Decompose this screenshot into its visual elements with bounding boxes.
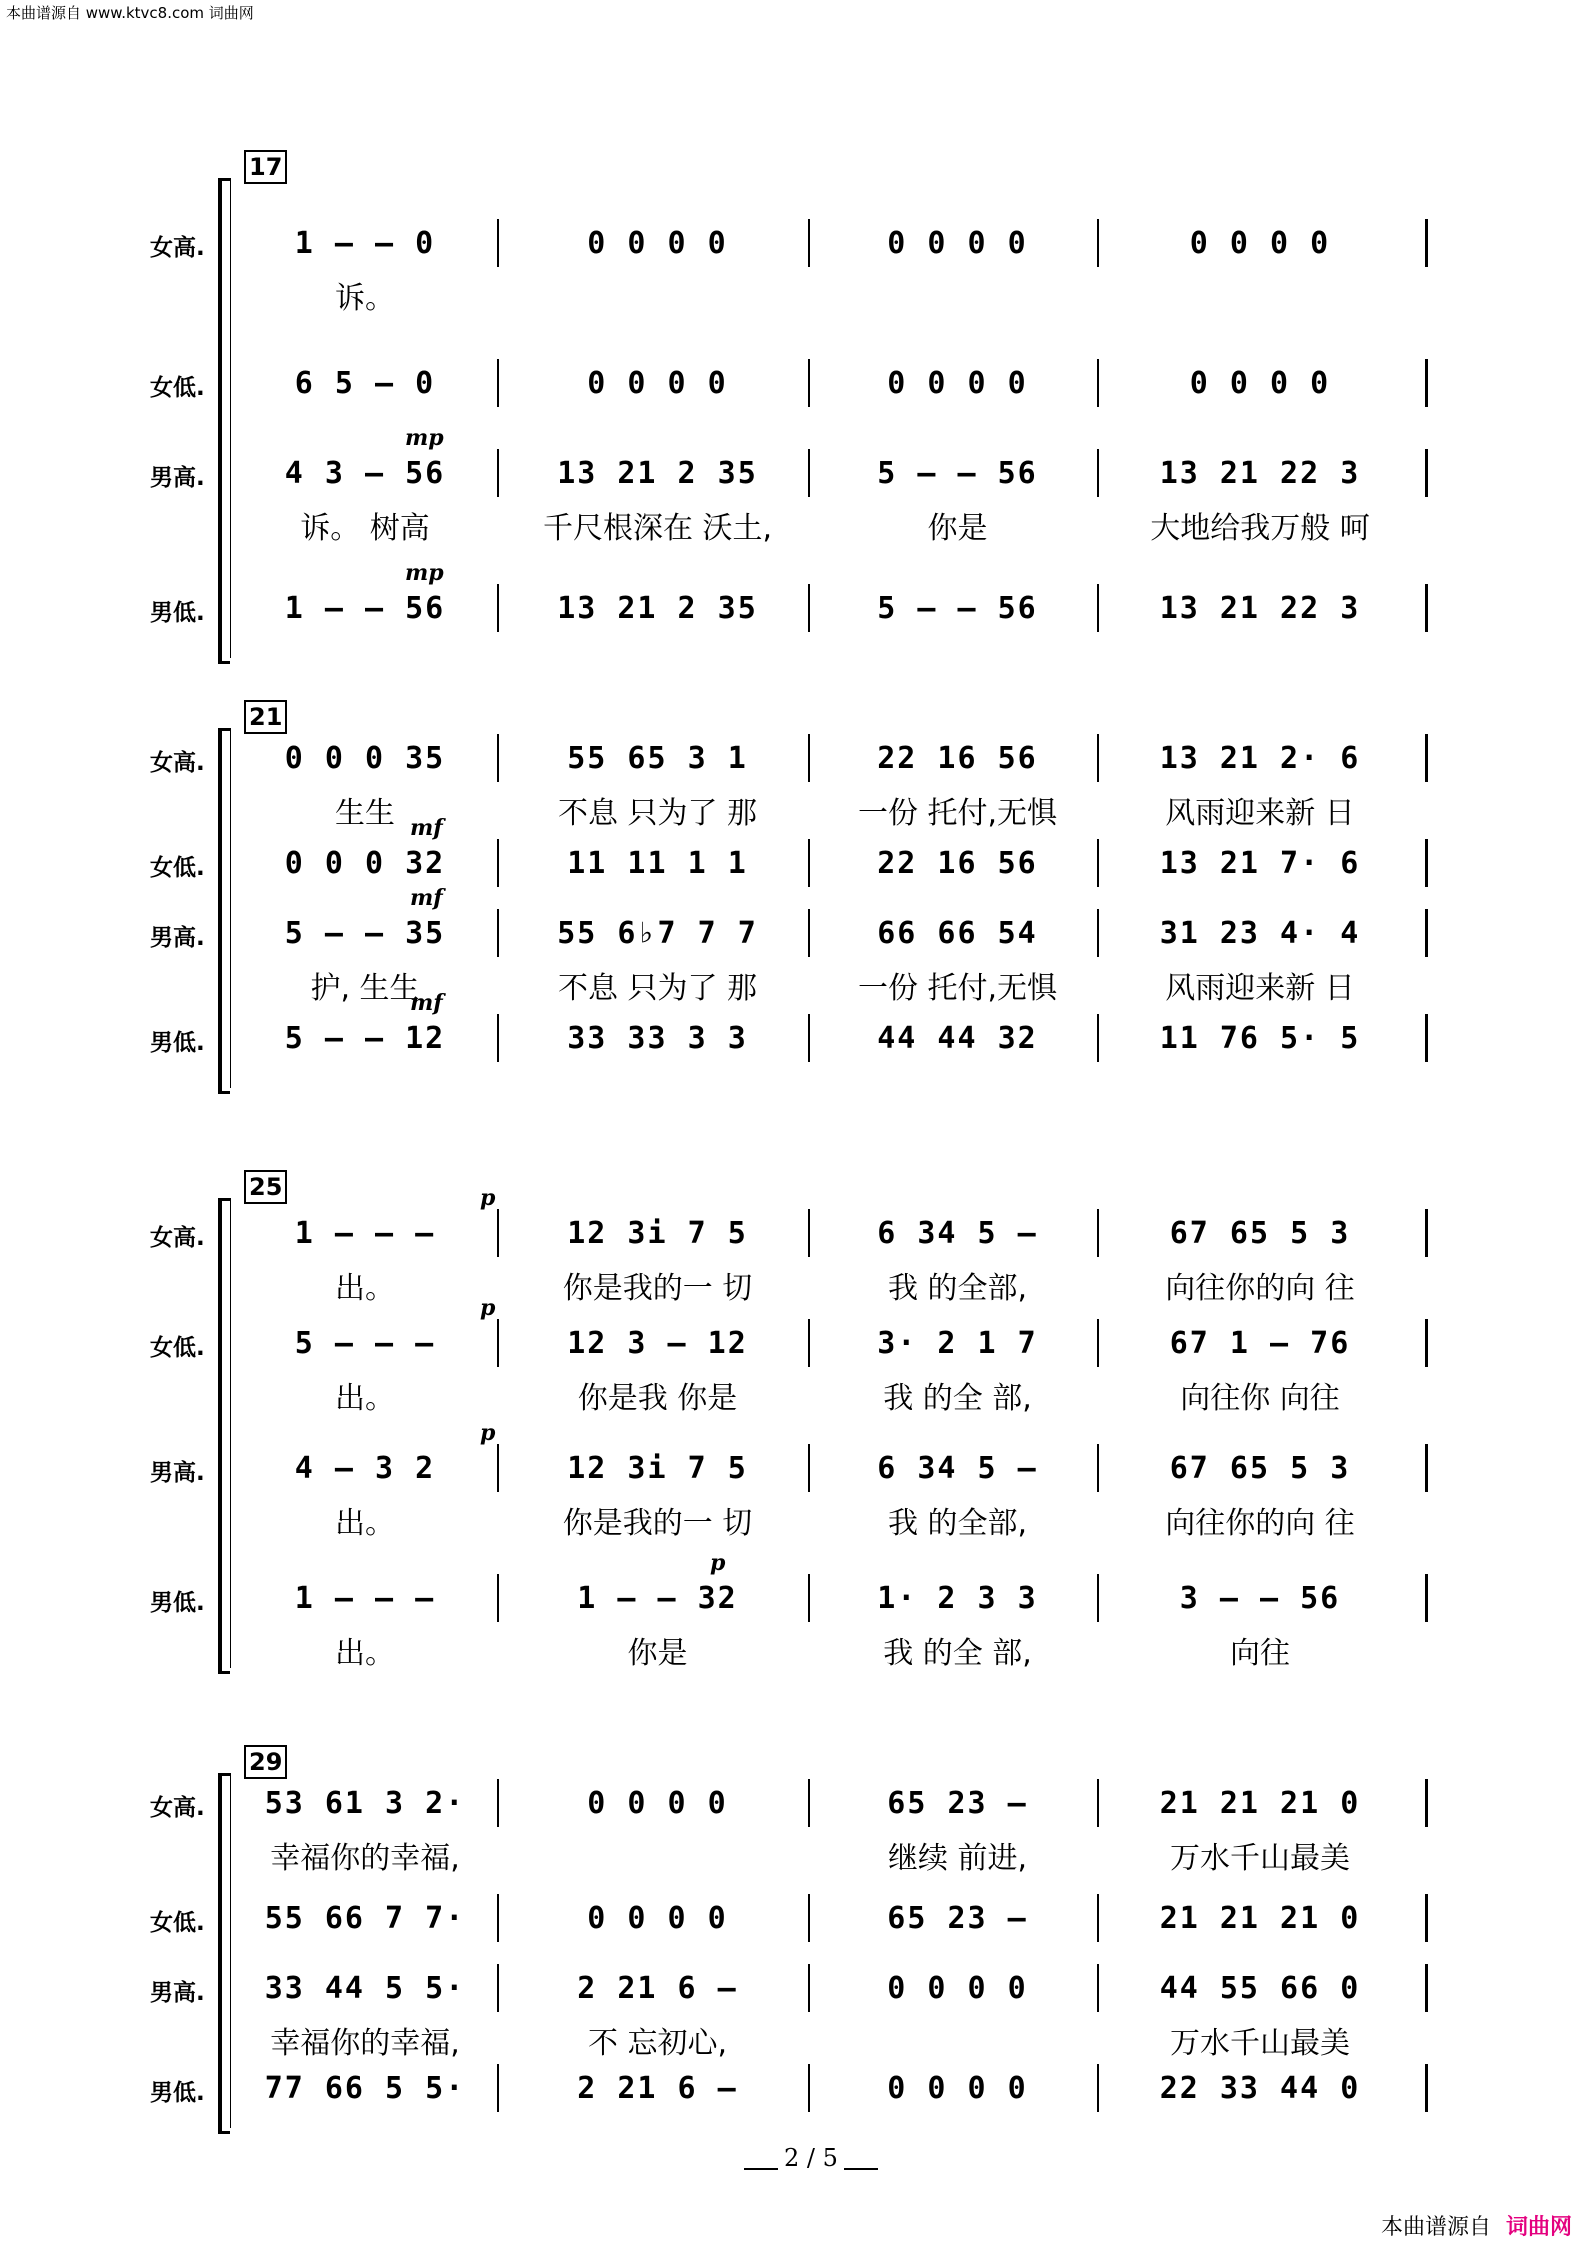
barline xyxy=(1425,219,1428,267)
barline xyxy=(497,449,499,497)
barline xyxy=(1097,839,1099,887)
barline xyxy=(1097,1319,1099,1367)
notation-row xyxy=(240,915,1450,955)
barline xyxy=(497,1444,499,1492)
lyric-text: 我 的全 部, xyxy=(883,1381,1032,1416)
barline xyxy=(1425,1894,1428,1942)
lyric-text: 向往 xyxy=(1230,1636,1290,1671)
lyric-text: 我 的全部, xyxy=(887,1271,1028,1306)
measure-number: 25 xyxy=(244,1170,287,1204)
notation-row xyxy=(240,2070,1450,2110)
barline xyxy=(497,1964,499,2012)
lyric-text: 千尺根深在 沃土, xyxy=(542,511,773,546)
measure: 0 0 0 0 xyxy=(587,1900,728,1936)
measure-number: 29 xyxy=(244,1745,287,1779)
notation-row xyxy=(240,590,1450,630)
notation-row xyxy=(240,1900,1450,1940)
system-barline-left xyxy=(230,1773,231,2128)
barline xyxy=(1425,839,1428,887)
measure: 12 3i 7 5 xyxy=(567,1215,748,1251)
measure: 21 21 21 0 xyxy=(1159,1900,1361,1936)
system-brace xyxy=(218,178,230,664)
measure: 31 23 4· 4 xyxy=(1159,915,1361,951)
measure: 22 16 56 xyxy=(877,845,1038,881)
measure: 3 – – 56 xyxy=(1179,1580,1341,1616)
barline xyxy=(808,1209,810,1257)
barline xyxy=(1425,449,1428,497)
system-barline-left xyxy=(230,178,231,658)
barline xyxy=(1425,359,1428,407)
lyric-text: 我 的全部, xyxy=(887,1506,1028,1541)
barline xyxy=(1097,219,1099,267)
lyrics-row xyxy=(240,273,1450,316)
measure: 6 34 5 – xyxy=(877,1215,1038,1251)
part-label-b: 男低. xyxy=(150,2080,205,2106)
lyric-text: 出。 xyxy=(335,1636,395,1671)
barline xyxy=(808,449,810,497)
lyrics-row xyxy=(240,1373,1450,1416)
lyric-text: 继续 前进, xyxy=(887,1841,1028,1876)
notation-row xyxy=(240,1325,1450,1365)
lyric-text: 出。 xyxy=(335,1506,395,1541)
measure: 3· 2 1 7 xyxy=(877,1325,1038,1361)
lyric-text: 诉。 xyxy=(335,281,395,316)
measure: 67 1 – 76 xyxy=(1169,1325,1351,1361)
measure-number: 21 xyxy=(244,700,287,734)
measure: 11 76 5· 5 xyxy=(1159,1020,1361,1056)
barline xyxy=(1425,2064,1428,2112)
notation-row xyxy=(240,225,1450,265)
measure: 13 21 2 35 xyxy=(557,455,758,491)
system-barline-left xyxy=(230,728,231,1088)
barline xyxy=(497,1894,499,1942)
lyrics-row xyxy=(240,1263,1450,1306)
measure: 0 0 0 0 xyxy=(887,365,1028,401)
dynamic-marking: mp xyxy=(405,560,444,586)
notation-row xyxy=(240,845,1450,885)
part-label-a: 女低. xyxy=(150,1910,205,1936)
barline xyxy=(808,839,810,887)
lyric-text: 万水千山最美 xyxy=(1170,1841,1350,1876)
measure: 21 21 21 0 xyxy=(1159,1785,1361,1821)
footer-watermark-text: 本曲谱源自 xyxy=(1380,2215,1491,2240)
measure: 4 3 – 56 xyxy=(284,455,446,491)
barline xyxy=(808,359,810,407)
lyric-text: 护, 生生 xyxy=(310,971,420,1006)
measure: 0 0 0 32 xyxy=(284,845,446,881)
barline xyxy=(497,584,499,632)
notation-row xyxy=(240,1020,1450,1060)
barline xyxy=(808,1894,810,1942)
measure: 5 – – 56 xyxy=(877,590,1038,626)
measure: 1 – – 56 xyxy=(284,590,446,626)
dynamic-marking: p xyxy=(480,1420,496,1446)
lyrics-row xyxy=(240,1628,1450,1671)
lyric-text: 幸福你的幸福, xyxy=(270,2026,460,2061)
system-barline-left xyxy=(230,1198,231,1668)
barline xyxy=(1425,584,1428,632)
barline xyxy=(1097,359,1099,407)
measure: 0 0 0 0 xyxy=(587,365,728,401)
measure: 5 – – – xyxy=(294,1325,436,1361)
lyric-text: 生生 xyxy=(335,796,395,831)
measure: 5 – – 56 xyxy=(877,455,1038,491)
notation-row xyxy=(240,365,1450,405)
part-label-s: 女高. xyxy=(150,1795,205,1821)
barline xyxy=(1097,1014,1099,1062)
notation-row xyxy=(240,455,1450,495)
lyric-text: 诉。 树高 xyxy=(300,511,430,546)
notation-row xyxy=(240,1970,1450,2010)
notation-row xyxy=(240,1785,1450,1825)
part-label-a: 女低. xyxy=(150,1335,205,1361)
system-brace xyxy=(218,1198,230,1674)
measure: 4 – 3 2 xyxy=(294,1450,436,1486)
barline xyxy=(1097,909,1099,957)
measure: 77 66 5 5· xyxy=(264,2070,466,2106)
barline xyxy=(808,1319,810,1367)
measure: 5 – – 35 xyxy=(284,915,446,951)
barline xyxy=(808,909,810,957)
part-label-b: 男低. xyxy=(150,1590,205,1616)
notation-row xyxy=(240,1215,1450,1255)
measure: 1 – – – xyxy=(294,1215,436,1251)
measure: 0 0 0 0 xyxy=(887,2070,1028,2106)
dynamic-marking: mf xyxy=(410,885,443,911)
measure: 22 33 44 0 xyxy=(1159,2070,1361,2106)
measure: 65 23 – xyxy=(887,1900,1028,1936)
measure: 13 21 2· 6 xyxy=(1159,740,1361,776)
barline xyxy=(497,734,499,782)
barline xyxy=(808,584,810,632)
system-brace xyxy=(218,728,230,1094)
lyric-text: 向往你 向往 xyxy=(1180,1381,1340,1416)
lyrics-row xyxy=(240,1498,1450,1541)
measure: 0 0 0 0 xyxy=(887,225,1028,261)
measure: 55 6♭7 7 7 xyxy=(557,915,758,951)
barline xyxy=(1425,1014,1428,1062)
lyric-text: 出。 xyxy=(335,1381,395,1416)
measure: 12 3 – 12 xyxy=(567,1325,748,1361)
measure: 13 21 22 3 xyxy=(1159,590,1361,626)
footer-watermark xyxy=(1381,2210,1572,2241)
lyric-text: 向往你的向 往 xyxy=(1165,1506,1355,1541)
lyric-text: 万水千山最美 xyxy=(1170,2026,1350,2061)
barline xyxy=(808,1779,810,1827)
measure: 1· 2 3 3 xyxy=(877,1580,1038,1616)
part-label-a: 女低. xyxy=(150,855,205,881)
lyric-text: 不息 只为了 那 xyxy=(557,971,758,1006)
measure: 67 65 5 3 xyxy=(1169,1450,1351,1486)
barline xyxy=(1097,1894,1099,1942)
measure: 6 34 5 – xyxy=(877,1450,1038,1486)
lyric-text: 我 的全 部, xyxy=(883,1636,1032,1671)
measure: 2 21 6 – xyxy=(577,2070,738,2106)
measure: 67 65 5 3 xyxy=(1169,1215,1351,1251)
page-number: 2 / 5 xyxy=(738,2144,884,2172)
barline xyxy=(808,1574,810,1622)
measure: 11 11 1 1 xyxy=(567,845,748,881)
measure: 66 66 54 xyxy=(877,915,1038,951)
header-watermark: 本曲谱源自 www.ktvc8.com 词曲网 xyxy=(6,4,254,22)
system-brace xyxy=(218,1773,230,2134)
lyric-text: 风雨迎来新 日 xyxy=(1165,796,1355,831)
part-label-t: 男高. xyxy=(150,465,205,491)
lyrics-row xyxy=(240,503,1450,546)
lyric-text: 不息 只为了 那 xyxy=(557,796,758,831)
footer-watermark-brand: 词曲网 xyxy=(1505,2215,1572,2240)
dynamic-marking: p xyxy=(480,1185,496,1211)
measure: 44 55 66 0 xyxy=(1159,1970,1361,2006)
lyric-text: 你是我的一 切 xyxy=(562,1271,753,1306)
measure: 33 33 3 3 xyxy=(567,1020,748,1056)
measure: 13 21 2 35 xyxy=(557,590,758,626)
measure-number: 17 xyxy=(244,150,287,184)
measure: 0 0 0 0 xyxy=(587,225,728,261)
measure: 13 21 7· 6 xyxy=(1159,845,1361,881)
barline xyxy=(1097,449,1099,497)
measure: 33 44 5 5· xyxy=(264,1970,466,2006)
measure: 0 0 0 0 xyxy=(1189,365,1331,401)
lyric-text: 你是我的一 切 xyxy=(562,1506,753,1541)
measure: 0 0 0 35 xyxy=(284,740,446,776)
notation-row xyxy=(240,1450,1450,1490)
barline xyxy=(1425,909,1428,957)
measure: 53 61 3 2· xyxy=(264,1785,466,1821)
dynamic-marking: mp xyxy=(405,425,444,451)
part-label-b: 男低. xyxy=(150,1030,205,1056)
barline xyxy=(1425,1444,1428,1492)
barline xyxy=(1097,734,1099,782)
lyric-text: 风雨迎来新 日 xyxy=(1165,971,1355,1006)
barline xyxy=(808,1014,810,1062)
part-label-t: 男高. xyxy=(150,1980,205,2006)
barline xyxy=(497,1319,499,1367)
part-label-s: 女高. xyxy=(150,750,205,776)
lyric-text: 不 忘初心, xyxy=(587,2026,728,2061)
part-label-t: 男高. xyxy=(150,925,205,951)
measure: 1 – – – xyxy=(294,1580,436,1616)
dynamic-marking: mf xyxy=(410,815,443,841)
part-label-b: 男低. xyxy=(150,600,205,626)
barline xyxy=(497,1014,499,1062)
lyric-text: 你是我 你是 xyxy=(577,1381,738,1416)
measure: 13 21 22 3 xyxy=(1159,455,1361,491)
measure: 0 0 0 0 xyxy=(1189,225,1331,261)
lyric-text: 你是 xyxy=(627,1636,688,1671)
lyric-text: 向往你的向 往 xyxy=(1165,1271,1355,1306)
barline xyxy=(1425,1319,1428,1367)
barline xyxy=(497,1209,499,1257)
barline xyxy=(497,909,499,957)
measure: 2 21 6 – xyxy=(577,1970,738,2006)
measure: 1 – – 0 xyxy=(294,225,436,261)
measure: 55 66 7 7· xyxy=(264,1900,466,1936)
measure: 0 0 0 0 xyxy=(887,1970,1028,2006)
barline xyxy=(1425,1209,1428,1257)
barline xyxy=(1097,1444,1099,1492)
barline xyxy=(1097,2064,1099,2112)
barline xyxy=(497,359,499,407)
measure: 1 – – 32 xyxy=(577,1580,738,1616)
dynamic-marking: p xyxy=(480,1295,496,1321)
lyrics-row xyxy=(240,1833,1450,1876)
measure: 6 5 – 0 xyxy=(294,365,436,401)
barline xyxy=(1425,1779,1428,1827)
barline xyxy=(1425,734,1428,782)
lyrics-row xyxy=(240,2018,1450,2061)
notation-row xyxy=(240,1580,1450,1620)
measure: 12 3i 7 5 xyxy=(567,1450,748,1486)
part-label-s: 女高. xyxy=(150,1225,205,1251)
measure: 22 16 56 xyxy=(877,740,1038,776)
dynamic-marking: mf xyxy=(410,990,443,1016)
lyric-text: 你是 xyxy=(927,511,988,546)
lyric-text: 幸福你的幸福, xyxy=(270,1841,460,1876)
measure: 44 44 32 xyxy=(877,1020,1038,1056)
barline xyxy=(1097,1779,1099,1827)
barline xyxy=(1425,1574,1428,1622)
notation-row xyxy=(240,740,1450,780)
barline xyxy=(1097,584,1099,632)
barline xyxy=(497,2064,499,2112)
barline xyxy=(1097,1574,1099,1622)
part-label-s: 女高. xyxy=(150,235,205,261)
measure: 0 0 0 0 xyxy=(587,1785,728,1821)
lyric-text: 一份 托付,无惧 xyxy=(857,796,1058,831)
barline xyxy=(808,734,810,782)
barline xyxy=(1097,1209,1099,1257)
barline xyxy=(497,219,499,267)
lyric-text: 出。 xyxy=(335,1271,395,1306)
part-label-a: 女低. xyxy=(150,375,205,401)
measure: 65 23 – xyxy=(887,1785,1028,1821)
barline xyxy=(808,1964,810,2012)
dynamic-marking: p xyxy=(710,1550,726,1576)
lyric-text: 一份 托付,无惧 xyxy=(857,971,1058,1006)
barline xyxy=(1425,1964,1428,2012)
barline xyxy=(1097,1964,1099,2012)
measure: 55 65 3 1 xyxy=(567,740,748,776)
barline xyxy=(808,2064,810,2112)
barline xyxy=(497,839,499,887)
barline xyxy=(497,1574,499,1622)
measure: 5 – – 12 xyxy=(284,1020,446,1056)
barline xyxy=(808,1444,810,1492)
barline xyxy=(808,219,810,267)
barline xyxy=(497,1779,499,1827)
part-label-t: 男高. xyxy=(150,1460,205,1486)
lyric-text: 大地给我万般 呵 xyxy=(1150,511,1370,546)
